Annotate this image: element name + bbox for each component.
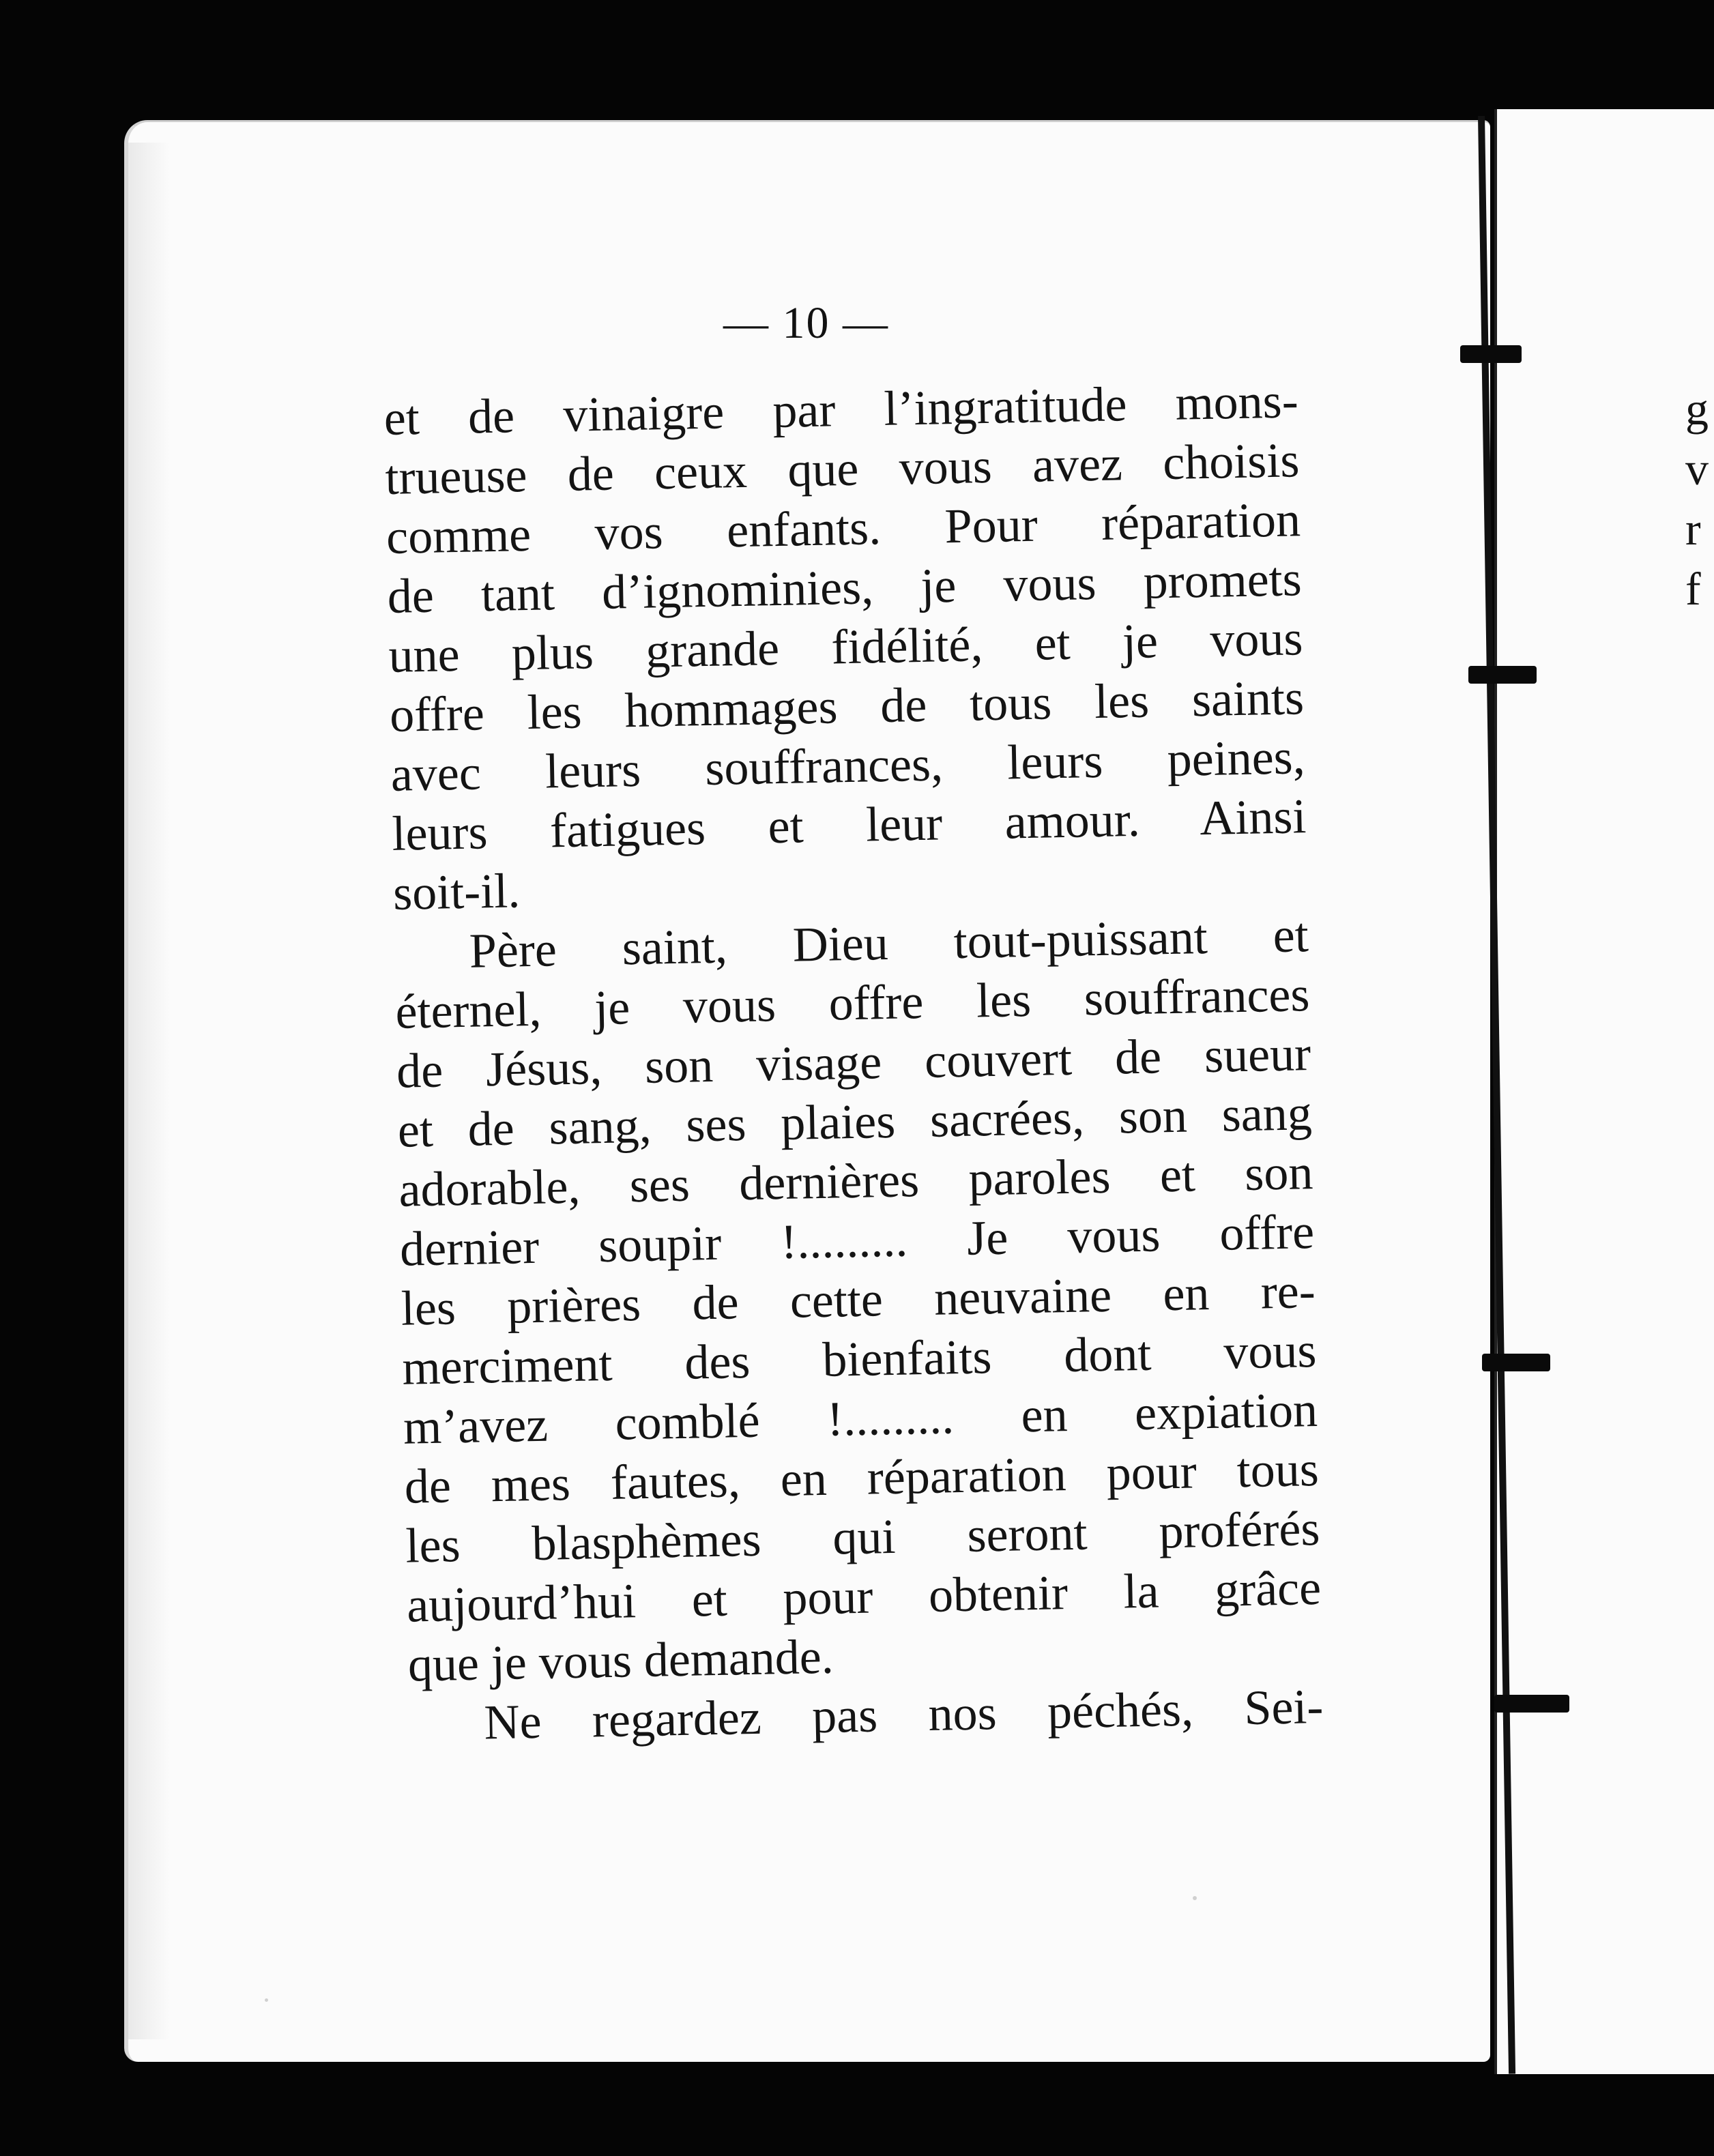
text-line: Ne regardez pas nos péchés, Sei- xyxy=(483,1678,1324,1750)
text-line: de Jésus, son visage couvert de sueur xyxy=(396,1026,1311,1098)
page-number: — 10 — xyxy=(723,298,889,348)
right-page-fragment: v xyxy=(1685,443,1709,495)
text-line: éternel, je vous offre les souffrances xyxy=(394,967,1311,1039)
text-line: merciment des bienfaits dont vous xyxy=(401,1323,1318,1395)
text-line: et de vinaigre par l’ingratitude mons- xyxy=(383,373,1299,446)
text-line: m’avez comblé !......... en expiation xyxy=(403,1382,1318,1455)
text-line: les blasphèmes qui seront proférés xyxy=(405,1500,1321,1573)
binding-stitch xyxy=(1460,345,1522,363)
binding-stitch xyxy=(1494,1695,1569,1713)
right-page-edge xyxy=(1494,109,1714,2074)
text-line: aujourd’hui et pour obtenir la grâce xyxy=(406,1560,1322,1633)
text-line: de tant d’ignominies, je vous promets xyxy=(387,551,1303,624)
text-line: que je vous demande. xyxy=(407,1629,834,1692)
binding-stitch xyxy=(1468,666,1537,684)
text-line: Père saint, Dieu tout-puissant et xyxy=(469,907,1309,978)
paper-speck xyxy=(1193,1896,1197,1900)
body-text xyxy=(383,371,1324,1753)
text-line: avec leurs souffrances, leurs peines, xyxy=(390,729,1306,802)
text-line: et de sang, ses plaies sacrées, son sang xyxy=(397,1086,1313,1158)
paper-speck xyxy=(265,1998,268,2002)
right-page-fragment: f xyxy=(1685,563,1701,615)
text-line: dernier soupir !......... Je vous offre xyxy=(399,1204,1315,1277)
text-line: offre les hommages de tous les saints xyxy=(389,670,1305,742)
text-line: de mes fautes, en réparation pour tous xyxy=(404,1441,1320,1514)
text-line: adorable, ses dernières paroles et son xyxy=(398,1145,1314,1217)
right-page-fragment: g xyxy=(1685,383,1709,435)
right-page-fragment: r xyxy=(1685,503,1701,555)
text-line: les prières de cette neuvaine en re- xyxy=(401,1264,1316,1336)
text-line: trueuse de ceux que vous avez choisis xyxy=(384,433,1301,505)
text-line: leurs fatigues et leur amour. Ainsi xyxy=(391,789,1307,861)
text-line: une plus grande fidélité, et je vous xyxy=(388,611,1304,683)
text-line: soit-il. xyxy=(392,863,521,920)
text-line: comme vos enfants. Pour réparation xyxy=(386,492,1301,564)
binding-stitch xyxy=(1482,1354,1550,1371)
